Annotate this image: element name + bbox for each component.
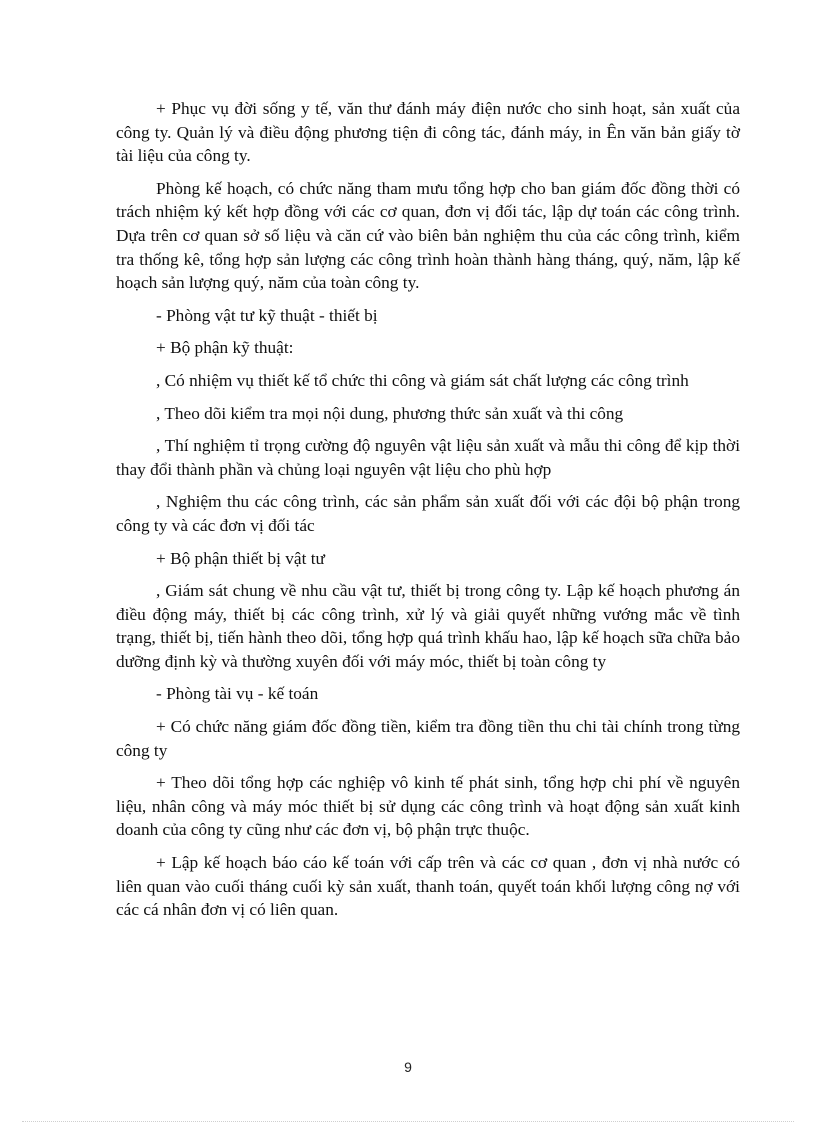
heading-finance-accounting-department: - Phòng tài vụ - kế toán — [156, 684, 319, 704]
list-item-acceptance: , Nghiệm thu các công trình, các sản phẩm sản xuất đối với các đội bộ phận trong công ty và các đơn vị đối tác — [116, 492, 740, 535]
list-item-monitoring: , Theo dõi kiểm tra mọi nội dung, phương thức sản xuất và thi công — [156, 403, 624, 423]
page-number: 9 — [404, 1059, 412, 1075]
heading-technical-division: + Bộ phận kỹ thuật: — [156, 338, 294, 358]
list-item-cost-tracking: + Theo dõi tổng hợp các nghiệp vô kinh tế phát sinh, tổng hợp chi phí về nguyên liệu, nhân công và máy móc thiết bị sử dụng các công trình và hoạt động sản xuất kinh doanh của công ty cũng như các đơn vị, bộ phận trực thuộc. — [116, 773, 740, 840]
list-item-design-supervision: , Có nhiệm vụ thiết kế tổ chức thi công và giám sát chất lượng các công trình — [156, 370, 689, 390]
list-item-material-testing: , Thí nghiệm tỉ trọng cường độ nguyên vật liệu sản xuất và mẫu thi công để kịp thời thay đổi thành phần và chủng loại nguyên vật liệu cho phù hợp — [116, 436, 740, 479]
heading-materials-technical-department: - Phòng vật tư kỹ thuật - thiết bị — [156, 305, 378, 325]
paragraph-planning-department: Phòng kế hoạch, có chức năng tham mưu tổng hợp cho ban giám đốc đồng thời có trách nhiệm ký kết hợp đồng với các cơ quan, đơn vị đối tác, lập dự toán các công trình. Dựa trên cơ quan sở số liệu và căn cứ vào biên bản nghiệm thu của các công trình, kiểm tra thống kê, tổng hợp sản lượng các công trình hoàn thành hàng tháng, quý, năm, lập kế hoạch sản lượng quý, năm của toàn công ty. — [116, 178, 740, 293]
list-item-equipment-supervision: , Giám sát chung về nhu cầu vật tư, thiết bị trong công ty. Lập kế hoạch phương án điều động máy, thiết bị các công trình, xử lý và giải quyết những vướng mắc về tình trạng, thiết bị, tiến hành theo dõi, tổng hợp quá trình khấu hao, lập kế hoạch sữa chữa bảo dưỡng định kỳ và thường xuyên đối với máy móc, thiết bị toàn công ty — [116, 581, 740, 671]
paragraph-services: + Phục vụ đời sống y tế, văn thư đánh máy điện nước cho sinh hoạt, sản xuất của công ty. Quản lý và điều động phương tiện đi công tác, đánh máy, in Ên văn bản giấy tờ tài liệu của công ty. — [116, 99, 740, 166]
document-body — [116, 97, 740, 931]
page-bottom-divider — [22, 1121, 794, 1122]
list-item-financial-control: + Có chức năng giám đốc đồng tiền, kiểm tra đồng tiền thu chi tài chính trong từng công ty — [116, 717, 740, 760]
heading-equipment-materials-division: + Bộ phận thiết bị vật tư — [156, 548, 325, 568]
list-item-accounting-reports: + Lập kế hoạch báo cáo kế toán với cấp trên và các cơ quan , đơn vị nhà nước có liên quan vào cuối tháng cuối kỳ sản xuất, thanh toán, quyết toán khối lượng công nợ với các cá nhân đơn vị có liên quan. — [116, 853, 740, 920]
